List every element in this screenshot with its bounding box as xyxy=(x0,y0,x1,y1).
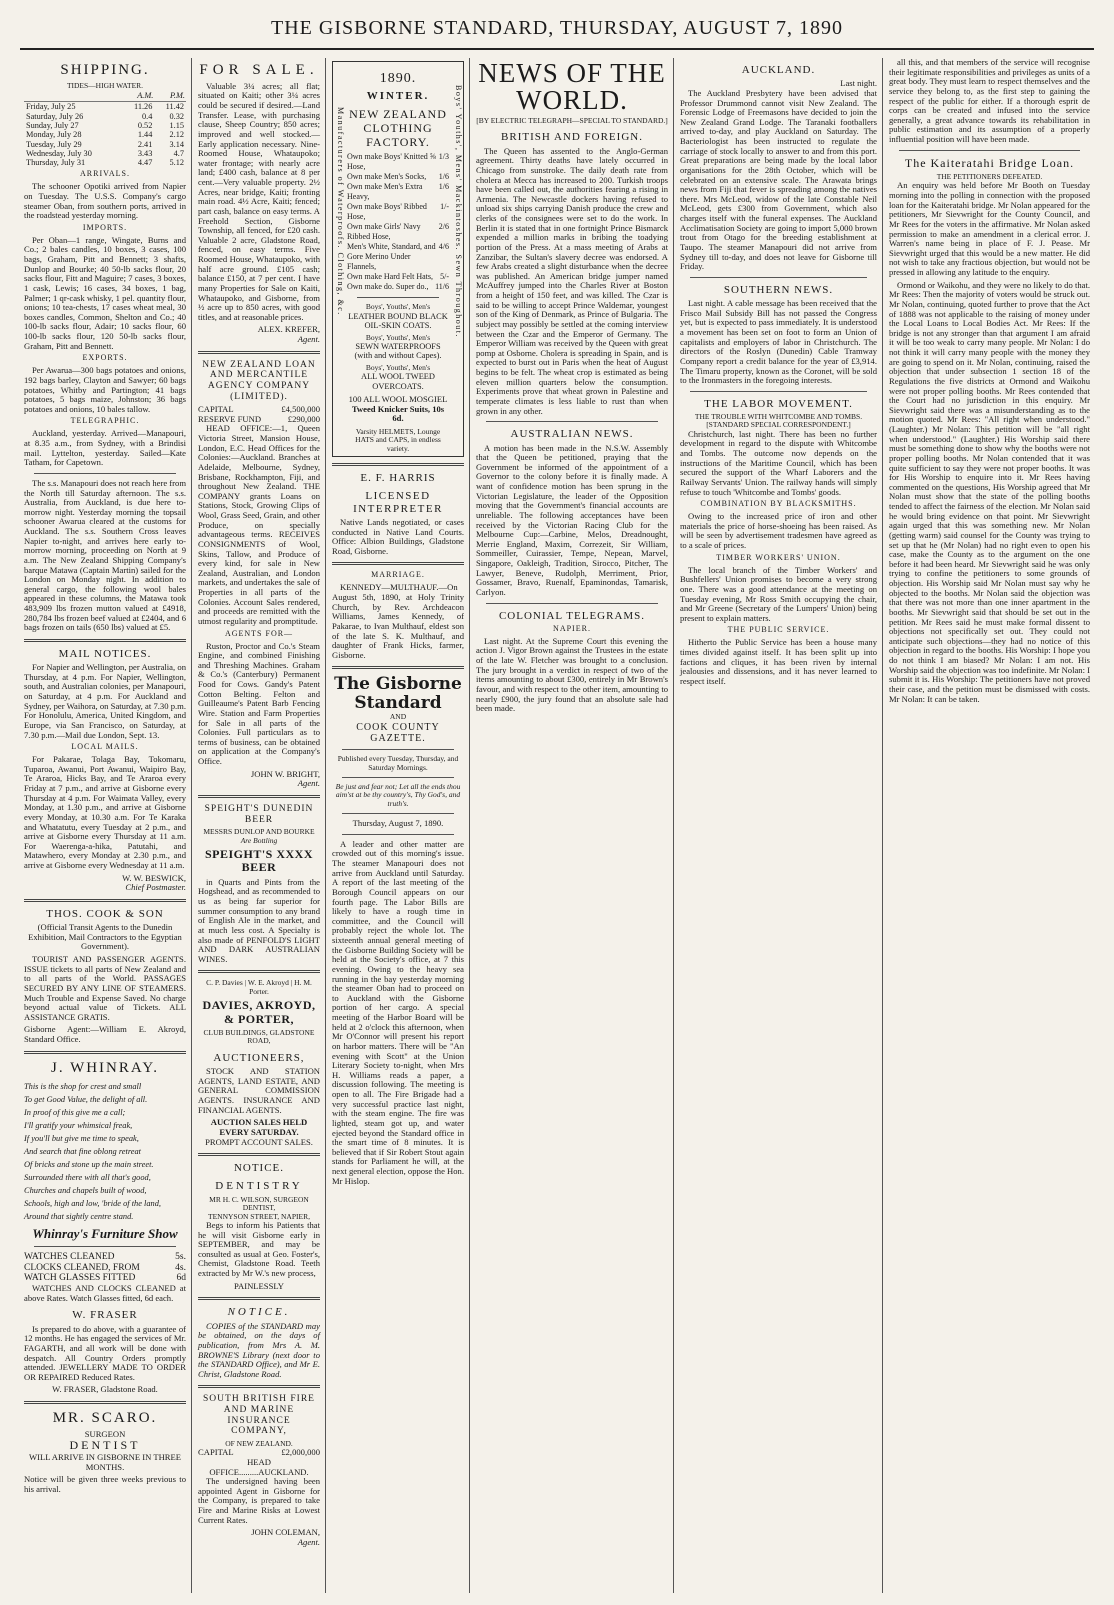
clothing-side-right: Boys' Youths', Mens' Mackintoshes. Sewn Throughout. xyxy=(454,84,463,338)
kaiteratahi-continued: Ormond or Waikohu, and they were no likely to do that. Mr Rees: Then the majority of voters would be struck out. Mr Nolan, continuing, quoted further to prove that the Act of 1888 was not applicable to the raising of money under the Local Loans to Local Bodies Act. Mr Rees: If the bridge is not any stronger than that argument I am afraid it will be too weak to carry many people. Mr Nolan: I do not think it will carry many people with the money they are going to spend on it. Mr Nolan, continuing, raised the objection that under subsection 1 section 18 of the Regulations the five districts at Ormond and Waikohu were not proper polling booths. Mr Rees contended that the Court had no jurisdiction in this enquiry. Mr Sievwright said there was a misunderstanding as to the motion quoted. Mr Rees: "All right when understood." (Laughter.) Mr Nolan: This petition will be "all right when understood." (Laughter.) His Worship said there must be something done to show why the booths were not proper polling booths. Mr Nolan contended that it was quite sufficient to say they were not proper booths. It was for His Worship to enquire into it. Mr Rees having commented on the questions, His Worship agreed that Mr Nolan must show that the state of the polling booths tended to affect the fairness of the election. Mr Nolan said he would bring evidence on that point. Mr Sievwright again urged that this was something new. Mr Nolan (getting warm) said counsel for the County was trying to set up that he (Mr Nolan) had no right even to open his case, make the County as to the argument on the one before it had been heard. Mr Sievwright said he was only trying to confine the petitioners to some grounds of objection. His Worship said Mr Nolan must say why he objected to the booths. Mr Nolan said the objection was that there was not more than one inner apartment in the booths. Mr Sievwright said that should be set out in the petition. Mr Rees said he must make formal dissent to objections not specifically set out. They could not anticipate such objections—they had no notice of this objection in regard to the booths. His Worship: I hope you do not think I am biased? Mr Nolan: I am not. His Worship said the objection was too indefinite. Mr Nolan: I submit it is. His Worship: The petitioners have not proved their case, and the petition must be dismissed with costs. Mr Nolan: It can be taken. xyxy=(889,279,1090,704)
paper-leader: A leader and other matter are crowded out of this morning's issue. The steamer Manapouri does not arrive from Auckland until Saturday. A report of the last meeting of the Borough Council appears on our fourth page. The Labor Bills are likely to have a rough time in committee, and the Council will probably reject the whole lot. The sixteenth annual general meeting of the Gisborne Building Society will be held at the Society's office, at 7 this evening. Owing to the heavy sea running in the bay yesterday morning the steamer Oban had to proceed on to Auckland with the Gisborne portion of her cargo. A special meeting of the Harbor Board will be held at 2 o'clock this afternoon, when Mr O'Connor will present his report on harbor matters. There will be "An evening with Scott" at the Union Literary Society to-night, when Mrs H. Williams reads a paper, a discussion following. The meeting is open to all. The Fire Brigade had a very successful practice last night, with the steam engine. The fire was lighted, steam got up, and water ejected beyond the Standard office in the smart time of 8 minutes. It is believed that if Sir Robert Stout again stands for Parliament he will, at the next general election, oppose the Hon. Mr Hislop. xyxy=(332,838,464,1186)
davies-partners: C. P. Davies | W. E. Akroyd | H. M. Porter. xyxy=(206,978,312,996)
dentistry-heading: DENTISTRY xyxy=(215,1180,303,1193)
column-3 xyxy=(328,58,468,1593)
marriage-heading: MARRIAGE. xyxy=(371,570,425,580)
kaiteratahi-sub: THE PETITIONERS DEFEATED. xyxy=(936,172,1043,182)
news-section-australian: AUSTRALIAN NEWS. xyxy=(510,428,634,441)
nzloan-signature: JOHN W. BRIGHT, xyxy=(250,768,320,779)
tide-row: Monday, July 28 1.44 2.12 xyxy=(26,130,184,140)
tide-col-pm: P.M. xyxy=(154,90,186,102)
tide-col-day xyxy=(24,90,123,102)
telegraphic-text: Auckland, yesterday. Arrived—Manapouri, at 8.35 a.m., from Sydney, with a Brindisi mail. Lyttelton, yesterday. Sailed—Kate Tatham, for Capetown. xyxy=(24,428,186,468)
news-british-text: The Queen has assented to the Anglo-German agreement. Thirty deaths have lately occurred in Chicago from sunstroke. The daily death rate from cholera at Mecca has increased to 200. Turkish troops have been called out, the authorities fearing a rising in Armenia. The Newcastle dockers having refused to unload six ships carrying Danish produce the crew and clerks of the consignees were set to do the work. In Berlin it is stated that in one fortnight Prince Bismarck expended a million marks in bribing the toadying portion of the Press. At a mass meeting of Arabs at Zanzibar, the Sultan's slavery decree was endorsed. A few Arabs created a slight disturbance when the decree was published. An American bridge jumper named McAuffrey jumped into the Charles River at Boston from a height of 150 feet, and was killed. The Czar is said to be willing to accept Prince Waldemar, youngest son of the King of Denmark, as Prince of Bulgaria. The subject may possibly be settled at the coming interview between the Czar and the Emperor of Germany. The Emperor William was received by the Queen with great pomp at Osborne. Cholera is spreading in Spain, and is expected to burst out in Paris when the heat of August begins to be felt. The wheat crop is estimated as being eleven million quarters below the consumption. Experiments prove that wheat grown in Palestine and temperate climates is less liable to rust than when grown in any other. xyxy=(476,145,668,416)
local-mails-heading: LOCAL MAILS. xyxy=(71,742,139,752)
public-service-heading: THE PUBLIC SERVICE. xyxy=(727,625,830,635)
davies-sub: CLUB BUILDINGS, GLADSTONE ROAD, xyxy=(203,1028,315,1046)
clothing-line-9: Varsity HELMETS, Lounge HATS and CAPS, in endless variety. xyxy=(355,426,441,453)
speight-text: in Quarts and Pints from the Hogshead, and as recommended to us as being far superior for summer consumption to any brand of English Ale in the market, and at much less cost. A Specialty is also made of PENFOLD'S LIGHT AND DARK AUSTRALIAN WINES. xyxy=(198,876,320,964)
clothing-line-8: Tweed Knicker Suits, 10s 6d. xyxy=(351,403,445,424)
paper-sub: COOK COUNTY GAZETTE. xyxy=(356,721,440,745)
scaro-sub-2: DENTIST xyxy=(69,1438,141,1453)
fraser-address: W. FRASER, Gladstone Road. xyxy=(52,1384,158,1395)
speight-sub-2: Are Bottling xyxy=(240,835,278,845)
news-australian-text: A motion has been made in the N.S.W. Assembly that the Queen be petitioned, praying that the Government be informed of the appointment of a Governor to the colony before it is finally made. A want of confidence motion has been sprung in the Victorian Legislature, the leader of the Opposition moving that the Government's financial accounts are unreliable. The following acceptances have been received by the Victorian Racing Club for the Melbourne Cup:—Carbine, Melos, Dreadnought, Merrie England, Maxim, Correzeit, Sir William, Sommeiller, Cuirassier, Tempe, Nepean, Marvel, Singapore, Oakleigh, Tradition, Sirocco, Pitcher, The Lawyer, Beneve, Rudolph, Merriment, Prior, Gossamer, Bravo, Ruenalf, Epaminondas, Tamarisk, Carlyon. xyxy=(476,442,668,597)
news-napier-text: Last night. At the Supreme Court this evening the action J. Vigor Brown against the Trustees in the estate of the late W. Fletcher was brought to a conclusion. The jury brought in a verdict in respect of two of the items amounting to about £300, entirely in Mr Brown's favour, and with respect to the other item, amounting to nearly £900, the jury found that an absolute sale had been made. xyxy=(476,635,668,714)
column-4 xyxy=(472,58,672,1593)
fraser-text-2: Is prepared to do above, with a guarantee of 12 months. He has engaged the services of Mr. FAGARTH, and all work will be done with despatch. All Country Orders promptly attended. JEWELLERY MADE TO ORDER OR REPAIRED Reduced Rates. xyxy=(24,1323,186,1382)
auckland-text: The Auckland Presbytery have been advised that Professor Drummond cannot visit New Zealand. The Forensic Lodge of Freemasons have decided to join the New Zealand Grand Lodge. The Taranaki footballers arrived to-day, and play Auckland on Saturday. The Bacteriologist has been instructed to regulate the carriage of stock locally to answer to and from this port. Great preparations are being made by the local labor organisations for the 28th October, which will be celebrated on an extensive scale. The Arawata brings news from Fiji that fever is spreading among the natives there. Mrs McLeod, widow of the late Constable Neil McLeod, gets £300 from Government, which also charges itself with the funeral expenses. The Auckland Acclimatisation Society are going to import 5,000 brown trout from Otago for the breeding establishment at Taupo. The steamer Manapouri did not arrive from Sydney till to-day, and does not leave for Gisborne till Friday. xyxy=(680,87,877,272)
mail-signature-title: Chief Postmaster. xyxy=(125,882,186,893)
tide-row: Thursday, July 31 4.47 5.12 xyxy=(26,158,184,168)
fraser-name: W. FRASER xyxy=(72,1309,138,1322)
tide-col-am: A.M. xyxy=(123,90,155,102)
southbritish-signature-title: Agent. xyxy=(297,1536,320,1547)
marriage-text: KENNEDY—MULTHAUF.—On August 5th, 1890, at Holy Trinity Church, by Rev. Archdeacon Williams, James Kennedy, of Pakarae, to Ivan Multhauf, eldest son of the late S. K. Multhauf, and daughter of Frank Hicks, farmer, Gisborne. xyxy=(332,582,464,660)
southern-heading: SOUTHERN NEWS. xyxy=(723,283,834,296)
tides-heading: TIDES—HIGH WATER. xyxy=(66,80,144,90)
arrivals-heading: ARRIVALS. xyxy=(80,169,130,179)
scaro-heading: MR. SCARO. xyxy=(52,1410,158,1427)
southbritish-text: The undersigned having been appointed Agent in Gisborne for the Company, is prepared to take Fire and Marine Risks at Lowest Current Rates. xyxy=(198,1476,320,1525)
column-2 xyxy=(194,58,324,1593)
paper-and: AND xyxy=(389,712,407,722)
dentistry-notice: NOTICE. xyxy=(233,1162,285,1175)
imports-heading: IMPORTS. xyxy=(82,222,128,232)
labor-sub: THE TROUBLE WITH WHITCOMBE AND TOMBS. xyxy=(694,412,863,422)
labor-text: Christchurch, last night. There has been no further development in regard to the dispute with Whitcombe and Tombs. The outcome now depends on the instructions of the Maritime Council, which has been secured the support of the Wharf Laborers and the Railway Servants' Union. The railway hands will simply refuse to touch 'Whitcombe and Tombs' goods. xyxy=(680,428,877,497)
southbritish-sub: OF NEW ZEALAND. xyxy=(225,1438,293,1448)
southbritish-heading: SOUTH BRITISH FIRE AND MARINE INSURANCE COMPANY, xyxy=(203,1394,315,1437)
speight-sub: MESSRS DUNLOP AND BOURKE xyxy=(203,827,315,837)
clothing-season: WINTER. xyxy=(366,89,430,102)
harris-text: Native Lands negotiated, or cases conducted in Native Land Courts. Office: Albion Buildings, Gladstone Road, Gisborne. xyxy=(332,516,464,556)
tide-row: Tuesday, July 29 2.41 3.14 xyxy=(26,139,184,149)
cook-text: TOURIST AND PASSENGER AGENTS. ISSUE tickets to all parts of New Zealand and to all parts of the World. PASSAGES SECURED BY ANY LINE OF STEAMERS. Much Trouble and Expense Saved. No charge beyond actual value of Tickets. ALL ASSISTANCE GRATIS. xyxy=(24,954,186,1022)
column-rule xyxy=(882,58,883,1593)
speight-big: SPEIGHT'S XXXX BEER xyxy=(204,846,314,875)
whinray-shop-heading: Whinray's Furniture Show xyxy=(32,1225,178,1241)
tide-table xyxy=(24,90,186,167)
blacksmiths-text: Owing to the increased price of iron and other materials the price of horse-shoeing has been raised. As will be seen by advertisement tradesmen have agreed as to a scale of prices. xyxy=(680,511,877,551)
southbritish-signature: JOHN COLEMAN, xyxy=(251,1527,320,1538)
clothing-year: 1890. xyxy=(379,71,417,86)
column-rule xyxy=(469,58,470,1593)
news-section-napier: NAPIER. xyxy=(553,623,591,633)
column-rule xyxy=(325,58,326,1593)
davies-text: STOCK AND STATION AGENTS, LAND ESTATE, AND GENERAL COMMISSION AGENTS. INSURANCE AND FINANCIAL AGENTS. xyxy=(198,1066,320,1115)
clothing-line-5: Boys', Youths', Men's xyxy=(365,362,431,372)
fraser-price-list: WATCHES CLEANED 5s. CLOCKS CLEANED, FROM 4s. WATCH GLASSES FITTED 6d xyxy=(24,1252,186,1284)
clothing-heading: NEW ZEALAND CLOTHING FACTORY. xyxy=(349,106,447,149)
tide-row: Wednesday, July 30 3.43 4.7 xyxy=(26,148,184,158)
forsale-text: Valuable 3¼ acres; all flat; situated on Kaiti; other 3¼ acres could be secured if desired.—Land Transfer. Lease, with purchasing clause, Sheep Country; 850 acres; improved and well stocked.—Early application necessary. Nine-Roomed House, Whataupoko; water frontage; with nearly acre land; £400 cash, balance at 8 per cent.—Very valuable property. 2½ Acres, near bridge, Kaiti; fronting main road. 4½ Acre, Kaiti; fenced; part cash, balance on easy terms. A Freehold Section, Gisborne Township, all fenced, for £20 cash. Valuable 2 acre, Gladstone Road, fenced, on easy terms. Five Roomed House, Whataupoko, with half acre ground. £105 cash; balance £150, at 7 per cent. I have many Properties for Sale on Kaiti, Whataupoko, and Gisborne, from ½ acre up to 850 acres, with good titles, and at reasonable prices. xyxy=(198,80,320,322)
dentistry-painless: PAINLESSLY xyxy=(234,1280,284,1291)
clothing-side-left: Manufacturers of Waterproofs. Clothing, &c. xyxy=(336,106,345,316)
clothing-line-4: SEWN WATERPROOFS (with and without Capes). xyxy=(354,341,442,361)
local-mails-text: For Pakarae, Tolaga Bay, Tokomaru, Tuparoa, Awanui, Port Awanui, Waipiro Bay, Te Araroa, Hicks Bay, and Te Araroa every Friday at 7 p.m., and arrive at Gisborne every Thursday at 4 p.m. For Waimata Valley, every Monday, at 1.30 p.m., and arrive at Gisborne every Monday, at 10.30 a.m. For Te Karaka and Whatatutu, every Tuesday at 2 p.m., and arrive at Gisborne every Thursday at 11 a.m. For Waerenga-a-hika, Patutahi, and Matawhero, every Monday at 2.30 p.m., and arrive at Gisborne every Wednesday at 11 a.m. xyxy=(24,754,186,871)
blacksmiths-heading: COMBINATION BY BLACKSMITHS. xyxy=(700,499,857,509)
clothing-line-6: ALL WOOL TWEED OVERCOATS. xyxy=(361,372,435,391)
cook-heading: THOS. COOK & SON xyxy=(46,907,164,920)
speight-heading: SPEIGHT'S DUNEDIN BEER xyxy=(204,803,314,825)
tide-row: Saturday, July 26 0.4 0.32 xyxy=(26,111,184,121)
nzloan-heading: NEW ZEALAND LOAN AND MERCANTILE AGENCY COMPANY (LIMITED). xyxy=(202,359,316,402)
clothing-ad xyxy=(332,61,464,457)
clothing-line-7: 100 ALL WOOL MOSGIEL xyxy=(348,393,448,404)
paper-motto: Be just and fear not; Let all the ends thou aim'st at be thy country's, Thy God's, and truth's. xyxy=(335,782,461,808)
nzloan-signature-title: Agent. xyxy=(297,778,320,789)
masthead xyxy=(20,8,1094,50)
scaro-sub: SURGEON xyxy=(84,1428,126,1439)
davies-prompt: PROMPT ACCOUNT SALES. xyxy=(205,1136,313,1147)
column-6 xyxy=(885,58,1094,1593)
telegraphic-heading: TELEGRAPHIC. xyxy=(70,416,140,426)
nzloan-reserve: RESERVE FUND £290,000 xyxy=(198,413,320,424)
imports-text: Per Oban—1 range, Wingate, Burns and Co.; 2 bales candles, 10 boxes, 3 cases, 100 bags, Graham, Pitt and Bennett; 3 shafts, Dunlop and Bourke; 40 50-lb sacks flour, 20 sacks flour, Fitt and Maguire; 7 cases, 3 boxes, 1 cask, Lewis; 16 cases, 34 boxes, 1 bag, Palmer; 1 qr-cask whisky, 1 pel. quantity flour, onions; 10 tea-chests, 17 cases wheat meal, 30 boxes candles, Common, Shelton and Co.; 40 100-lb sacks flour, Adair; 10 sacks flour, 60 100-lb sacks flour, 120 50-lb sacks flour, Graham, Pitt and Bennett. xyxy=(24,234,186,351)
tide-row: Friday, July 25 11.26 11.42 xyxy=(26,102,184,112)
clothing-line-1: Boys', Youths', Men's xyxy=(365,302,431,312)
forsale-signature-title: Agent. xyxy=(297,334,320,345)
scaro-text: WILL ARRIVE IN GISBORNE IN THREE MONTHS. xyxy=(28,1451,182,1472)
whinray-heading: J. WHINRAY. xyxy=(51,1059,159,1076)
scaro-note: Notice will be given three weeks previous to his arrival. xyxy=(24,1474,186,1494)
clothing-items: Own make Boys' Knitted ⅝ Hose, 1/3 Own make Men's Socks, 1/6 Own make Men's Extra Heavy, 1/6 Own make Boys' Ribbed Hose, 1/- Own make Girls' Navy Ribbed Hose, 2/6 Men's White, Standard, and Gore Merino Under Flannels, 4/6 Own make Hard Felt Hats, 5/- Own make do. Super do., 11/6 xyxy=(347,152,449,292)
fraser-text: WATCHES AND CLOCKS CLEANED at above Rates. Watch Glasses fitted, 6d each. xyxy=(24,1283,186,1303)
shipping-notes: The s.s. Manapouri does not reach here from the North till Saturday afternoon. The s.s. Australia, from Auckland, is due here to-morrow night. Yesterday morning the topsail schooner Awarua cleared at the customs for Auckland. The s.s. Southern Cross leaves Napier to-night, and arrives here early to-morrow morning, proceeding on North at 9 a.m. The New Zealand Shipping Company's barque Matawa (Captain Martin) sailed for the London on Monday night. In addition to general cargo, the following wool bales appeared in these columns, the Matawa took 483,909 lbs frozen mutton valued at £4918, 280,784 lbs frozen beef valued at £2404, and 6 bags frozen on tails (650 lbs) valued at £5. xyxy=(24,477,186,633)
nzloan-agents-heading: AGENTS FOR— xyxy=(224,628,294,638)
forsale-signature: ALEX. KREFER, xyxy=(257,324,320,335)
timber-text: The local branch of the Timber Workers' and Bushfellers' Union promises to become a very strong one. There was a good attendance at the meeting on Tuesday evening, Mr Ross Smith occupying the chair, and Mr Greene (Secretary of the Lumpers' Union) being present to explain matters. xyxy=(680,564,877,623)
exports-text: Per Awarua—300 bags potatoes and onions, 192 bags barley, Clayton and Sawyer; 60 bags potatoes, Whitby and Partington; 41 bags potatoes, 5 bags maize, Johnston; 36 bags potatoes and onions, 10 bales tallow. xyxy=(24,365,186,414)
clothing-line-3: Boys', Youths', Men's xyxy=(365,332,431,342)
public-service-continued: all this, and that members of the service will recognise their legitimate responsibilities and privileges as units of a great body. They must learn to respect themselves and the service they belong to, as the first step to gaining the respect of the public for either. If a thorough esprit de corps can be created and infused into the service generally, a great advance towards its rehabilitation in public estimation and its assumption of a properly influential position will have been made. xyxy=(889,58,1090,144)
column-5 xyxy=(676,58,881,1593)
news-title: NEWS OF THE WORLD. xyxy=(478,58,666,115)
southbritish-capital: CAPITAL £2,000,000 xyxy=(198,1447,320,1458)
davies-sale: AUCTION SALES HELD EVERY SATURDAY. xyxy=(210,1117,308,1137)
clothing-line-2: LEATHER BOUND BLACK OIL-SKIN COATS. xyxy=(348,311,448,331)
kaiteratahi-heading: The Kaiteratahi Bridge Loan. xyxy=(904,155,1075,170)
paper-title: The Gisborne Standard xyxy=(334,674,462,714)
harris-sub: LICENSED INTERPRETER xyxy=(353,490,443,515)
nzloan-agents: Ruston, Proctor and Co.'s Steam Engine, and combined Finishing and Threshing Machines. Graham & Co.'s (Canterbury) Permanent Food for Cows. Gandy's Patent Cotton Belting. Felton and Guilleaume's Patent Barb Fencing Wire. Station and Farm Properties for Sale in all parts of the Colonies. Full particulars as to terms of business, can be obtained on application at the Company's Office. xyxy=(198,640,320,766)
whinray-verse: This is the shop for crest and small To get Good Value, the delight of all. In proof of this give me a call; I'll gratify your whimsical freak, If you'll but give me time to speak, And search that fine oblong retreat Of bricks and stone up the main street. Surrounded there with all that's good, Churches and chapels built of wood, Schools, high and low, 'bride of the land, Around that sightly centre stand. xyxy=(24,1081,162,1221)
cook-sub: (Official Transit Agents to the Dunedin Exhibition, Mail Contractors to the Egyptian Government). xyxy=(28,922,182,952)
harris-heading: E. F. HARRIS xyxy=(360,472,436,485)
mail-text: For Napier and Wellington, per Australia, on Thursday, at 4 p.m. For Napier, Wellington, south, and Australian colonies, per Manapouri, on Saturday, at 4 p.m. For Auckland and Sydney, per Waihora, on Saturday, at 7.30 p.m. For Honolulu, America, United Kingdom, and Europe, via San Francisco, on Saturday, at 7.30 p.m.—Mail due London, Sept. 13. xyxy=(24,662,186,740)
labor-sub-2: [STANDARD SPECIAL CORRESPONDENT.] xyxy=(706,420,851,430)
nzloan-capital: CAPITAL £4,500,000 xyxy=(198,404,320,415)
tide-row: Sunday, July 27 0.52 1.15 xyxy=(26,121,184,131)
column-1 xyxy=(20,58,190,1593)
cook-agent: Gisborne Agent:—William E. Akroyd, Standard Office. xyxy=(24,1024,186,1045)
news-byline: [BY ELECTRIC TELEGRAPH—SPECIAL TO STANDARD.] xyxy=(476,116,668,125)
labor-heading: THE LABOR MOVEMENT. xyxy=(704,397,853,410)
mail-signature: W. W. BESWICK, xyxy=(122,872,186,883)
dentistry-name: MR H. C. WILSON, SURGEON DENTIST, xyxy=(209,1194,309,1213)
timber-heading: TIMBER WORKERS' UNION. xyxy=(716,552,841,562)
auckland-lastnight: Last night. xyxy=(840,78,877,89)
southern-text: Last night. A cable message has been received that the Frisco Mail Subsidy Bill has not passed the Congress yet, but is expected to pass immediately. It is understood a movement has been set on foot to form an Union of capitalists and employers of labor in Christchurch. The directors of the Roslyn (Dunedin) Cable Tramway Company report a credit balance for the year of £3,914. The Timaru property, known as the Coronet, will be sold to the Ironmasters in the foregoing interests. xyxy=(680,298,877,386)
dentistry-address: TENNYSON STREET, NAPIER, xyxy=(208,1211,310,1221)
column-rule xyxy=(673,58,674,1593)
column-rule xyxy=(191,58,192,1593)
mail-heading: MAIL NOTICES. xyxy=(58,647,152,660)
southbritish-office: HEAD OFFICE.........AUCKLAND. xyxy=(209,1456,309,1477)
paper-published: Published every Tuesday, Thursday, and Saturday Mornings. xyxy=(337,754,459,772)
davies-auctioneers: AUCTIONEERS, xyxy=(213,1051,305,1064)
kaiteratahi-text: An enquiry was held before Mr Booth on Tuesday morning into the polling in connection with the proposed loan for the Kaiteratahi bridge. Mr Nolan appeared for the petitioners, Mr Sievwright for the County Council, and Mr Rees for the voters in the affirmative. Mr Nolan asked permission to make an amendment in a clerical error. J. Warren's name being in place of F. J. Pease. Mr Sievwright urged that this would be a new matter. He did not wish to take any fractious objection, but would not be pressed in allowing any latitude to the enquiry. xyxy=(889,180,1090,278)
notice2-heading: NOTICE. xyxy=(227,1306,291,1319)
shipping-heading: SHIPPING. xyxy=(60,62,150,78)
masthead-title: THE GISBORNE STANDARD, THURSDAY, AUGUST 7, 1890 xyxy=(271,16,843,39)
forsale-heading: FOR SALE. xyxy=(199,62,319,78)
davies-heading: DAVIES, AKROYD, & PORTER, xyxy=(202,998,316,1026)
arrivals-text: The schooner Opotiki arrived from Napier on Tuesday. The U.S.S. Company's cargo steamer Oban, from southern ports, arrived in the roadstead yesterday morning. xyxy=(24,181,186,221)
nzloan-text: HEAD OFFICE:—1, Queen Victoria Street, Mansion House, London, E.C. Head Offices for the Colonies:—Auckland. Branches at Adelaide, Melbourne, Sydney, Brisbane, Rockhampton, Fiji, and throughout New Zealand. THE COMPANY grants Loans on Stations, Stock, Growing Clips of Wool, Grass Seed, Grain, and other Produce, on specially advantageous terms. RECEIVES CONSIGNMENTS of Wool, Skins, Tallow, and Produce of every kind, for sale in New Zealand, Australian, and London markets, and undertakes the sale of Properties in all parts of the Colonies. Account Sales rendered, and proceeds are remitted with the utmost regularity and promptitude. xyxy=(198,423,320,626)
exports-heading: EXPORTS. xyxy=(82,353,128,363)
news-section-colonial: COLONIAL TELEGRAMS. xyxy=(498,609,646,622)
news-section-british: BRITISH AND FOREIGN. xyxy=(501,131,643,144)
auckland-heading: AUCKLAND. xyxy=(741,64,816,76)
dentistry-text: Begs to inform his Patients that he will visit Gisborne early in SEPTEMBER, and may be consulted as usual at Geo. Foster's, Chemist, Gladstone Road. Teeth extracted by Mr W.'s new process, xyxy=(198,1219,320,1279)
notice2-text: COPIES of the STANDARD may be obtained, on the days of publication, from Mrs A. M. BROWNE'S Library (next door to the STANDARD Office), and Mr E. Christ, Gladstone Road. xyxy=(198,1320,320,1379)
public-service-text: Hitherto the Public Service has been a house many times divided against itself. It has been split up into factions and cliques, it has been riven by internal jealousies and dissensions, and it has never learned to respect itself. xyxy=(680,637,877,686)
paper-date: Thursday, August 7, 1890. xyxy=(352,818,444,829)
